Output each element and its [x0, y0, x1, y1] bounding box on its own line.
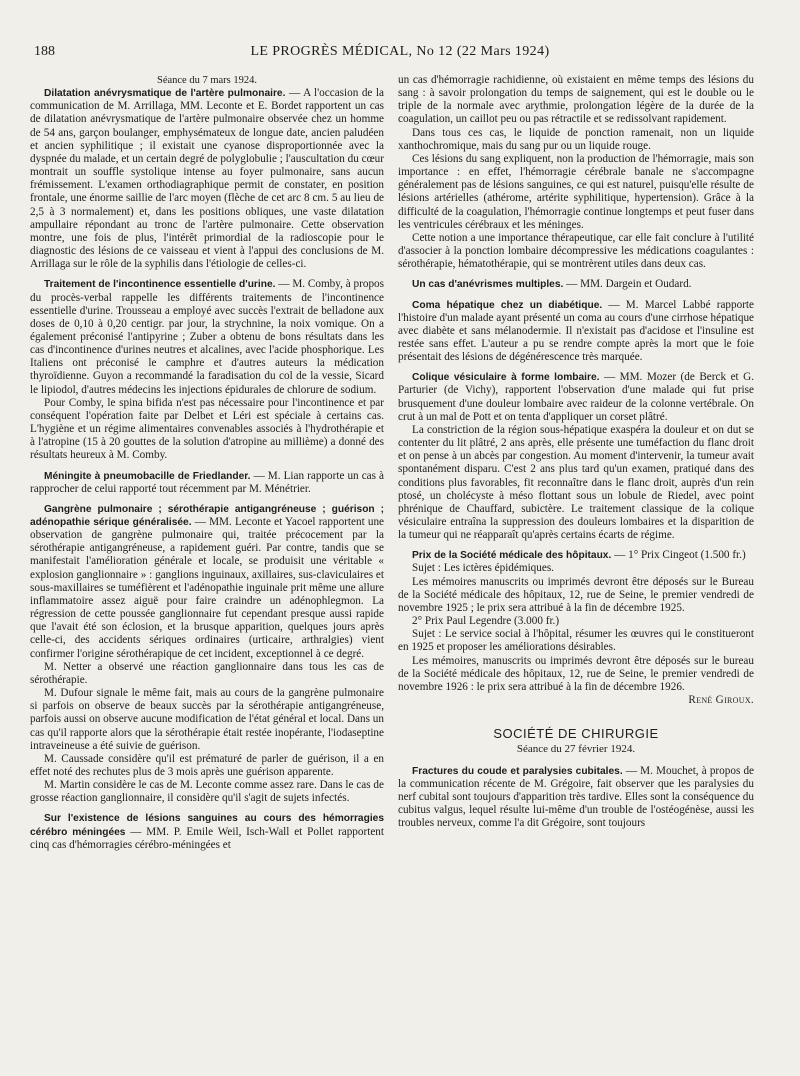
article-title: Coma hépatique chez un diabétique.	[412, 299, 603, 311]
article-prix	[398, 549, 754, 562]
article-body: — M. Lian rapporte un cas à rapprocher de celui rapporté tout récemment par M. Ménétrier.	[30, 469, 384, 495]
article-title: Fractures du coude et paralysies cubitales.	[412, 765, 623, 777]
article-body: — M. Comby, à propos du procès-verbal rappelle les différents traitements de l'incontinence essentielle d'urine. Trousseau a employé avec succès l'extrait de belladone aux doses de 0,10 à 0,20 centigr. par jour, la strychnine, la noix vomique. On a également préconisé l'antipyrine ; Zuber a obtenu de bons résultats dans les cas d'incontinence d'urines neutres et alcalines, avec l'acide phosphorique. Les Italiens ont préconisé le camphre et d'autres auteurs la médication thyroïdienne. Guyon a recommandé la faradisation du col de la vessie, Sicard le lipiodol, d'autres médecins les injections épidurales de chlorure de sodium.	[30, 278, 384, 396]
article-title: Traitement de l'incontinence essentielle d'urine.	[44, 279, 276, 291]
paragraph: 2° Prix Paul Legendre (3.000 fr.)	[412, 615, 560, 628]
seance-heading: Séance du 7 mars 1924.	[156, 75, 258, 86]
article-lesions-sanguines	[30, 812, 384, 851]
paragraph: La constriction de la région sous-hépatique exaspéra la douleur et on dut se contenter du lit plâtré, 2 ans après, elle présente une tuméfaction du flanc droit et on pense à un abcès par congestion. Au moment d'intervenir, la tumeur avait spontanément disparu. C'est 2 ans plus tard qu'un examen, pratiqué dans des conditions plus favorables, fit reconnaître dans le flanc droit, auprès d'un rein ptosé, un cholécyste à méso flottant sous un lobule de Riedel, avec point phrénique de Chauffard, subictère. Le traitement classique de la colique vésiculaire entraîna la suppression des douleurs lombaires et la disparition de la tumeur qui ne réapparaît qu'après certains écarts de régime.	[398, 423, 754, 542]
article-title: Méningite à pneumobacille de Friedlander.	[44, 470, 251, 482]
article-title: Prix de la Société médicale des hôpitaux.	[412, 550, 612, 562]
paragraph: Ces lésions du sang expliquent, non la production de l'hémorragie, mais son importance : en effet, l'hémorragie cérébrale banale ne s'accompagne généralement pas de lésions sanguines, ce qui est naturel, puisqu'elle résulte de lésions artérielles (athérome, artérite syphilitique, hypertension). Grâce à la difficulté de la coagulation, l'hémorragie continue longtemps et peut fuser dans les ventricules cérébraux et les méninges.	[398, 152, 754, 231]
article-title: Gangrène pulmonaire ; sérothérapie antigangréneuse ; guérison ; adénopathie sérique généralisée.	[30, 503, 384, 528]
signature: René Giroux.	[688, 694, 754, 707]
paragraph: Pour Comby, le spina bifida n'est pas nécessaire pour l'incontinence et par conséquent l'opération faite par Delbet et Léri est spéciale à certains cas. L'hygiène et un régime alimentaires convenables associés à l'hydrothérapie et à l'atropine (15 à 20 gouttes de la solution d'atropine au millième) a donné des résultats heureux à M. Comby.	[30, 396, 384, 462]
article-body: — MM. Leconte et Yacoel rapportent une observation de gangrène pulmonaire qui, traitée précocement par la sérothérapie antigangréneuse, a rapidement guéri. Par contre, tandis que se manifestait l'amélioration générale et locale, se produisit une véritable « explosion ganglionnaire » : ganglions inguinaux, axillaires, sus-claviculaires et sous-maxillaires se tuméfièrent et l'adénopathie inguinale prit même une allure inflammatoire assez aiguë pour faire craindre un adénophlegmon. La régression de cette poussée ganglionnaire fut cependant presque aussi rapide que l'avait été son éclosion, et la brusque apparition, quelques jours après celle-ci, des accidents sériques ordinaires (urticaire, arthralgies) vient confirmer l'origine sérothérapique de cet incident, exceptionnel à ce degré.	[30, 516, 384, 660]
article-incontinence	[30, 278, 384, 396]
article-body: — A l'occasion de la communication de M. Arrillaga, MM. Leconte et E. Bordet rapportent un cas de dilatation anévrysmatique de l'artère pulmonaire observée chez un homme de 54 ans, garçon boulanger, emphysémateux de longue date, ancien paludéen et ancien syphilitique ; il existait une cyanose disproportionnée avec la dyspnée du malade, et un certain degré de polyglobulie ; l'auscultation du cœur montrait un souffle systolique intense au foyer pulmonaire, sans aucun frémissement. L'examen orthodiagraphique permit de constater, en position frontale, une énorme saillie de l'arc moyen (flèche de cet arc 8 cm. 5 au lieu de 2,5 à 3 normalement) et, dans les positions obliques, une vaste dilatation ampullaire répondant au tronc de l'artère pulmonaire. Cette observation montre, une fois de plus, l'intérêt primordial de la radioscopie pour le diagnostic des lésions de ce vaisseau et vient à l'appui des conclusions de M. Arrillaga sur le rôle de la syphilis dans l'étiologie de celles-ci.	[30, 87, 385, 271]
article-coma-hepatique	[398, 299, 754, 365]
article-body: — M. Marcel Labbé rapporte l'histoire d'un malade ayant présenté un coma au cours d'une cirrhose hépatique avec diabète et sans mélanodermie. Il n'existait pas d'acidose et l'insuline est restée sans effet. L'auteur a pu se rendre compte après la mort que le foie présentait des lésions de dégénérescence très marquée.	[398, 298, 755, 364]
article-title: Colique vésiculaire à forme lombaire.	[412, 372, 600, 384]
paragraph: Sujet : Les ictères épidémiques.	[412, 562, 554, 575]
article-title: Un cas d'anévrismes multiples.	[412, 279, 564, 291]
article-body: — M. Mouchet, à propos de la communication récente de M. Grégoire, fait observer que les paralysies du nerf cubital sont toujours d'apparition très tardive. Elles sont la conséquence du cubitus valgus, lequel résulte lui-même d'un trouble de l'ostéogénèse, aussi les troubles nerveux, comme l'a dit Grégoire, sont toujours	[398, 764, 754, 830]
paragraph: Dans tous ces cas, le liquide de ponction ramenait, non un liquide xanthochromique, mais du sang pur ou un liquide rouge.	[398, 126, 754, 152]
paragraph: M. Martin considère le cas de M. Leconte comme assez rare. Dans le cas de grosse réaction ganglionnaire, il considère qu'il s'agit de sujets infectés.	[30, 779, 384, 805]
paragraph: Les mémoires manuscrits ou imprimés devront être déposés sur le Bureau de la Société médicale des hôpitaux, 12, rue de Seine, le premier vendredi de novembre 1925 ; le prix sera attribué à la fin de décembre 1925.	[398, 575, 754, 614]
article-colique	[398, 371, 754, 424]
paragraph: un cas d'hémorragie rachidienne, où existaient en même temps des lésions du sang : à savoir prolongation du temps de saignement, qui est le double ou le triple de la normale avec arythmie, prolongation légère de la durée de la coagulation, un caillot peu ou pas rétractile et se redissolvant rapidement.	[398, 74, 754, 126]
running-title: LE PROGRÈS MÉDICAL, No 12 (22 Mars 1924)	[250, 44, 550, 59]
article-body: — MM. Mozer (de Berck et G. Parturier (de Vichy), rapportent l'observation d'une malade qui fut prise brusquement d'une douleur lombaire avec raideur de la colonne vertébrale. On crut à un mal de Pott et on tenta d'appliquer un corset plâtré.	[398, 371, 755, 423]
left-column	[30, 74, 384, 852]
paragraph: Sujet : Le service social à l'hôpital, résumer les œuvres qui le constitueront en 1925 et proposer les améliorations désirables.	[398, 628, 754, 654]
paragraph: Les mémoires, manuscrits ou imprimés devront être déposés sur le bureau de la Société médicale des hôpitaux, 12, rue de Seine, le premier vendredi de novembre 1926 : le prix sera attribué à la fin de décembre 1926.	[398, 654, 754, 693]
article-anevrismes	[398, 278, 754, 291]
article-fractures-coude	[398, 765, 754, 831]
page-number: 188	[34, 44, 55, 59]
article-gangrene	[30, 503, 384, 661]
article-body: — MM. Dargein et Oudard.	[566, 278, 692, 291]
article-body: — MM. P. Emile Weil, Isch-Wall et Pollet rapportent cinq cas d'hémorragies cérébro-méningées et	[30, 825, 384, 851]
article-title: Dilatation anévrysmatique de l'artère pulmonaire.	[44, 88, 286, 100]
paragraph: M. Dufour signale le même fait, mais au cours de la gangrène pulmonaire si parfois on observe de beaux succès par la sérothérapie antigangréneuse, parfois aussi on observe aucune modification de l'état général et local. Dans un cas qu'il rapporte alors que la sérothérapie était restée inopérante, l'iodaseptine intraveineuse a été suivie de guérison.	[30, 687, 384, 752]
paragraph: M. Caussade considère qu'il est prématuré de parler de guérison, il a en effet noté des rechutes plus de 3 mois après une guérison apparente.	[30, 752, 384, 778]
society-seance: Séance du 27 février 1924.	[516, 743, 636, 756]
article-title: Sur l'existence de lésions sanguines au cours des hémorragies cérébro méningées	[30, 813, 384, 838]
right-column	[398, 74, 754, 830]
paragraph: Cette notion a une importance thérapeutique, car elle fait conclure à l'utilité d'associer à la ponction lombaire décompressive les médications coagulantes : sérothérapie, hématothérapie, qui se montrèrent utiles dans deux cas.	[398, 231, 754, 271]
article-meningite	[30, 470, 384, 496]
article-arterie-pulmonaire	[30, 87, 384, 271]
society-heading: SOCIÉTÉ DE CHIRURGIE	[493, 726, 659, 742]
article-body: — 1° Prix Cingeot (1.500 fr.)	[614, 549, 746, 562]
paragraph: M. Netter a observé une réaction ganglionnaire dans tous les cas de sérothérapie.	[30, 660, 384, 686]
